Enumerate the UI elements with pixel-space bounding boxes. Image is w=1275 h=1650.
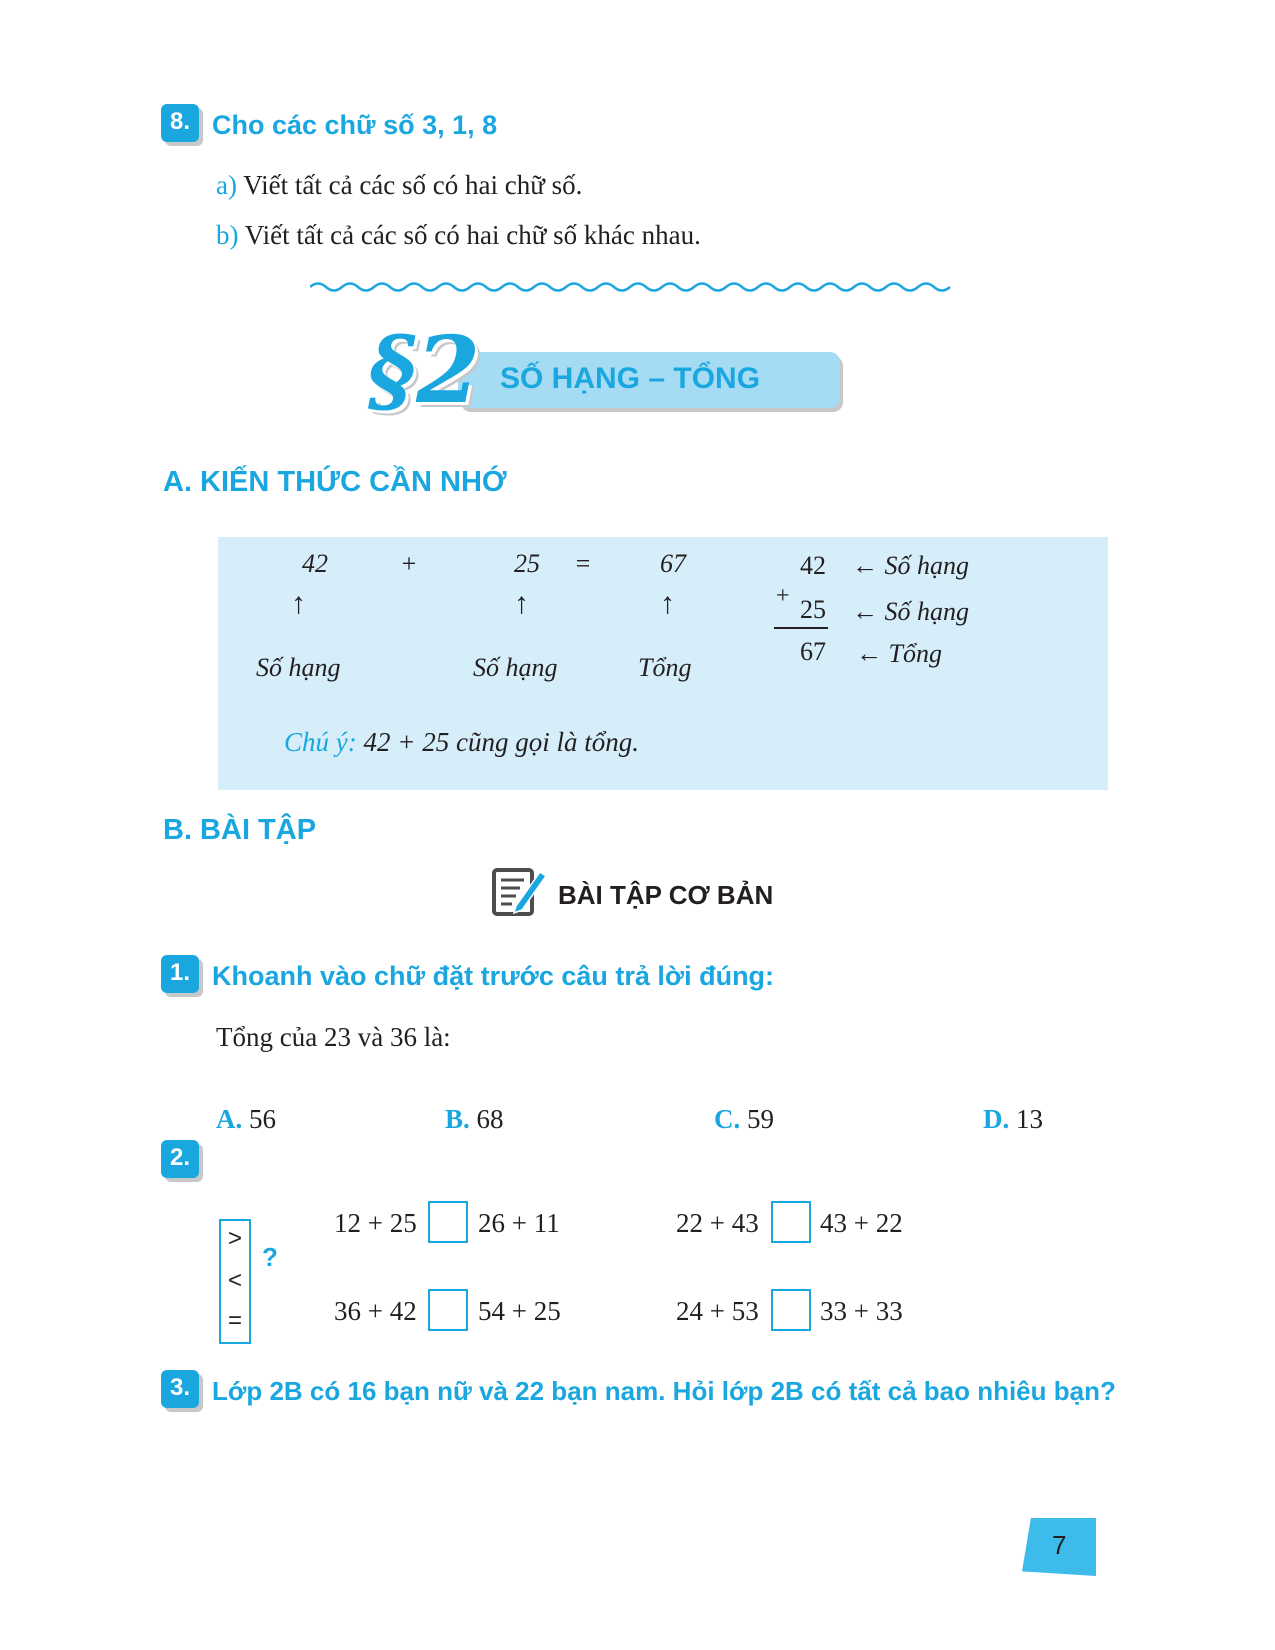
part-b-heading: B. BÀI TẬP [163,814,317,846]
note-text: 42 + 25 cũng gọi là tổng. [363,727,639,757]
question-mark: ? [262,1242,278,1272]
arrow-up-icon: ↑ [514,587,529,620]
sum: 67 [660,549,686,578]
section-symbol: §2 [368,316,481,424]
part-a-heading: A. KIẾN THỨC CẦN NHỚ [163,466,507,498]
option-c[interactable] [714,1104,774,1135]
comparison-right: 54 + 25 [478,1296,561,1326]
option-b[interactable] [445,1104,504,1135]
comparison-left: 24 + 53 [676,1296,759,1326]
column-addend-1: 42 [800,551,826,580]
comparison-right: 33 + 33 [820,1296,903,1326]
knowledge-box [218,537,1108,790]
option-label: C. [714,1104,741,1134]
question-number-badge: 1. [161,955,199,993]
option-value: 56 [249,1104,276,1134]
answer-box[interactable] [771,1201,811,1243]
option-value: 59 [747,1104,774,1134]
answer-box[interactable] [771,1289,811,1331]
comparison-right: 26 + 11 [478,1208,560,1238]
label-sum: Tổng [638,653,692,682]
subquestion-text: Viết tất cả các số có hai chữ số. [243,170,583,200]
option-a[interactable] [216,1104,276,1135]
subquestion-text: Viết tất cả các số có hai chữ số khác nhau. [244,220,701,250]
comparison-signs-box [219,1219,251,1344]
comparison-right: 43 + 22 [820,1208,903,1238]
question-number-badge: 3. [161,1370,199,1408]
plus-sign: + [400,549,418,578]
comparison-left: 12 + 25 [334,1208,417,1238]
option-label: B. [445,1104,470,1134]
option-value: 13 [1016,1104,1043,1134]
label-addend-1: Số hạng [256,653,341,682]
question-text: Tổng của 23 và 36 là: [216,1022,451,1052]
equals-sign: = [574,549,592,578]
column-label-3: ← Tổng [856,639,942,668]
answer-box[interactable] [428,1289,468,1331]
subquestion-b [216,220,701,251]
basic-exercises-heading: BÀI TẬP CƠ BẢN [558,880,774,910]
subquestion-label: b) [216,220,239,250]
note-label: Chú ý: [284,727,357,757]
question-number-badge: 2. [161,1140,199,1178]
column-label-1: ← Số hạng [852,551,969,580]
question-title: Khoanh vào chữ đặt trước câu trả lời đúng: [212,961,775,991]
greater-than-sign: > [227,1225,242,1252]
addend-2: 25 [514,549,540,578]
arrow-up-icon: ↑ [291,587,306,620]
subquestion-label: a) [216,170,237,200]
arrow-up-icon: ↑ [660,587,675,620]
question-title: Lớp 2B có 16 bạn nữ và 22 bạn nam. Hỏi lớp 2B có tất cả bao nhiêu bạn? [212,1376,1116,1406]
addend-1: 42 [302,549,328,578]
column-sum: 67 [800,637,826,666]
comparison-left: 22 + 43 [676,1208,759,1238]
equals-sign: = [227,1307,242,1334]
column-addend-2: 25 [800,595,826,624]
question-title: Cho các chữ số 3, 1, 8 [212,110,498,140]
wavy-divider [310,280,960,294]
column-sum-line [774,627,828,629]
notepad-pencil-icon [492,866,548,918]
note [284,727,639,758]
answer-box[interactable] [428,1201,468,1243]
subquestion-a [216,170,582,201]
column-label-2: ← Số hạng [852,597,969,626]
question-number-badge: 8. [161,104,199,142]
option-label: D. [983,1104,1010,1134]
section-title: SỐ HẠNG – TỔNG [500,362,761,395]
less-than-sign: < [227,1267,242,1294]
option-value: 68 [476,1104,504,1134]
page-number: 7 [1052,1530,1067,1560]
option-d[interactable] [983,1104,1043,1135]
label-addend-2: Số hạng [473,653,558,682]
column-plus-sign: + [776,583,790,609]
comparison-left: 36 + 42 [334,1296,417,1326]
option-label: A. [216,1104,243,1134]
